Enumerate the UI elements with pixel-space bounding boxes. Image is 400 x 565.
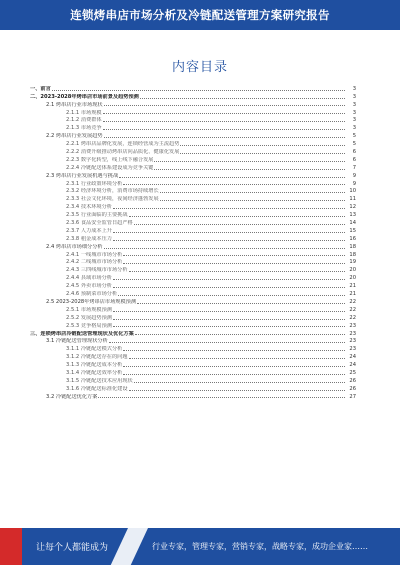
toc-entry-page: 11 bbox=[349, 196, 356, 203]
toc-entry-label: 2.5.2 发展趋势预测 bbox=[66, 314, 112, 321]
toc-leader-dots bbox=[180, 153, 345, 154]
toc-leader-dots bbox=[113, 311, 345, 312]
toc-entry-label: 2.2.3 数字化转型，线上线下融合发展 bbox=[66, 156, 154, 163]
page-header bbox=[0, 0, 400, 30]
toc-entry-page: 18 bbox=[349, 243, 356, 250]
footer-slogan-right: 行业专家，管理专家，营销专家，战略专家，成功企业家…… bbox=[152, 542, 368, 551]
toc-entry-page: 5 bbox=[352, 133, 356, 140]
toc-entry-page: 23 bbox=[349, 346, 356, 353]
toc-leader-dots bbox=[160, 192, 345, 193]
toc-entry[interactable] bbox=[30, 171, 356, 179]
toc-entry-label: 3.1.4 冷链配送效率分析 bbox=[66, 369, 123, 376]
toc-leader-dots bbox=[135, 334, 345, 335]
toc-leader-dots bbox=[113, 232, 345, 233]
toc-entry-label: 2.1 烤串店行业市场现状 bbox=[46, 101, 103, 108]
toc-entry-label: 2.2.2 消费升级推动烤串店向品质化、健康化发展 bbox=[66, 149, 180, 156]
toc-entry-label: 3.1.2 冷链配送存在的问题 bbox=[66, 354, 128, 361]
toc-leader-dots bbox=[113, 279, 345, 280]
toc-entry[interactable] bbox=[30, 84, 356, 92]
toc-entry[interactable] bbox=[30, 123, 356, 131]
toc-leader-dots bbox=[123, 184, 345, 185]
toc-leader-dots bbox=[123, 263, 345, 264]
toc-entry-page: 22 bbox=[349, 314, 356, 321]
toc-entry-label: 2.2.4 冷链配送体系建设成为竞争关键 bbox=[66, 164, 154, 171]
toc-entry-page: 3 bbox=[352, 93, 356, 100]
footer-slogan-left: 让每个人都能成为 bbox=[36, 543, 109, 553]
toc-entry-label: 2.2 烤串店行业发展趋势 bbox=[46, 133, 103, 140]
toc-leader-dots bbox=[104, 248, 345, 249]
toc-entry-label: 二、2023-2028年烤串店市场前景及趋势预测 bbox=[30, 93, 139, 100]
toc-entry-label: 2.3.7 人力成本上升 bbox=[66, 227, 112, 234]
toc-entry[interactable] bbox=[30, 163, 356, 171]
toc-entry[interactable] bbox=[30, 116, 356, 124]
toc-entry-page: 15 bbox=[349, 227, 356, 234]
toc-entry[interactable] bbox=[30, 155, 356, 163]
toc-entry-page: 26 bbox=[349, 385, 356, 392]
toc-entry-label: 2.4 烤串店市场细分分析 bbox=[46, 243, 103, 250]
toc-leader-dots bbox=[154, 161, 345, 162]
toc-entry-page: 13 bbox=[349, 212, 356, 219]
toc-leader-dots bbox=[52, 90, 345, 91]
toc-entry[interactable] bbox=[30, 194, 356, 202]
toc-entry-page: 18 bbox=[349, 251, 356, 258]
toc-entry[interactable] bbox=[30, 100, 356, 108]
toc-leader-dots bbox=[98, 397, 345, 398]
toc-entry[interactable] bbox=[30, 273, 356, 281]
toc-entry-label: 2.4.5 外卖市场分析 bbox=[66, 283, 112, 290]
toc-entry[interactable] bbox=[30, 242, 356, 250]
toc-entry-label: 2.2.1 烤串店品牌化发展，连锁经营成为主流趋势 bbox=[66, 141, 180, 148]
toc-entry-label: 3.1.5 冷链配送技术应用现状 bbox=[66, 377, 133, 384]
toc-leader-dots bbox=[113, 319, 345, 320]
toc-entry[interactable] bbox=[30, 321, 356, 329]
toc-entry-page: 24 bbox=[349, 354, 356, 361]
toc-entry-page: 23 bbox=[349, 338, 356, 345]
toc-entry-page: 6 bbox=[352, 149, 356, 156]
toc-heading: 内容目录 bbox=[171, 60, 228, 75]
toc-leader-dots bbox=[140, 98, 345, 99]
toc-entry-page: 7 bbox=[352, 164, 356, 171]
toc-leader-dots bbox=[123, 366, 345, 367]
toc-leader-dots bbox=[123, 255, 345, 256]
toc-entry-label: 2.3 烤串店行业发展机遇与挑战 bbox=[46, 172, 119, 179]
page-margin bbox=[0, 506, 400, 528]
toc-leader-dots bbox=[113, 326, 345, 327]
toc-leader-dots bbox=[104, 105, 345, 106]
toc-leader-dots bbox=[104, 137, 345, 138]
toc-entry-page: 23 bbox=[349, 330, 356, 337]
toc-entry-page: 22 bbox=[349, 306, 356, 313]
toc-entry[interactable] bbox=[30, 368, 356, 376]
toc-entry-page: 23 bbox=[349, 322, 356, 329]
toc-entry-label: 2.3.5 行业面临的主要挑战 bbox=[66, 212, 128, 219]
toc-entry-page: 3 bbox=[352, 85, 356, 92]
toc-entry-page: 22 bbox=[349, 298, 356, 305]
toc-leader-dots bbox=[119, 177, 345, 178]
toc-entry[interactable] bbox=[30, 352, 356, 360]
toc-entry-page: 3 bbox=[352, 109, 356, 116]
toc-entry-label: 3.1 冷链配送管理现状分析 bbox=[46, 338, 108, 345]
report-title: 连锁烤串店市场分析及冷链配送管理方案研究报告 bbox=[70, 8, 330, 22]
toc-entry[interactable] bbox=[30, 250, 356, 258]
toc-leader-dots bbox=[137, 303, 345, 304]
toc-entry[interactable] bbox=[30, 218, 356, 226]
toc-entry-label: 2.4.1 一线城市市场分析 bbox=[66, 251, 123, 258]
toc-entry-page: 5 bbox=[352, 141, 356, 148]
toc-entry[interactable] bbox=[30, 210, 356, 218]
footer-accent-bar bbox=[0, 528, 22, 565]
toc-entry-label: 2.4.2 二线城市市场分析 bbox=[66, 259, 123, 266]
toc-entry[interactable] bbox=[30, 360, 356, 368]
toc-entry-label: 2.4.4 县域市场分析 bbox=[66, 275, 112, 282]
toc-entry[interactable] bbox=[30, 265, 356, 273]
toc-entry[interactable] bbox=[30, 202, 356, 210]
toc-entry-page: 12 bbox=[349, 204, 356, 211]
toc-entry[interactable] bbox=[30, 329, 356, 337]
toc-entry-page: 3 bbox=[352, 117, 356, 124]
toc-entry-page: 25 bbox=[349, 369, 356, 376]
toc-entry-label: 2.1.3 市场竞争 bbox=[66, 125, 102, 132]
toc-entry-page: 21 bbox=[349, 283, 356, 290]
toc-entry[interactable] bbox=[30, 281, 356, 289]
toc-leader-dots bbox=[129, 216, 345, 217]
toc-entry-label: 2.1.1 市场规模 bbox=[66, 109, 102, 116]
toc-entry-label: 2.3.2 经济环境分析，消费市场持续增长 bbox=[66, 188, 159, 195]
toc-entry-page: 10 bbox=[349, 188, 356, 195]
toc-entry-label: 2.3.8 租金成本压力 bbox=[66, 235, 112, 242]
toc-entry-page: 9 bbox=[352, 172, 356, 179]
toc-entry-label: 2.4.3 三四线城市市场分析 bbox=[66, 267, 128, 274]
toc-entry-label: 2.4.6 预制菜市场分析 bbox=[66, 291, 118, 298]
toc-entry-page: 3 bbox=[352, 101, 356, 108]
toc-entry[interactable] bbox=[30, 92, 356, 100]
toc-entry[interactable] bbox=[30, 344, 356, 352]
toc-entry[interactable] bbox=[30, 187, 356, 195]
toc-entry-page: 16 bbox=[349, 235, 356, 242]
toc-entry[interactable] bbox=[30, 313, 356, 321]
toc-entry[interactable] bbox=[30, 305, 356, 313]
toc-leader-dots bbox=[129, 271, 345, 272]
toc-entry-page: 26 bbox=[349, 377, 356, 384]
toc-leader-dots bbox=[103, 129, 345, 130]
toc-entry-label: 2.3.3 社会文化环境，夜间经济蓬勃发展 bbox=[66, 196, 159, 203]
toc-leader-dots bbox=[129, 390, 345, 391]
toc-entry-label: 2.5.1 市场规模预测 bbox=[66, 306, 112, 313]
toc-entry[interactable] bbox=[30, 297, 356, 305]
toc-entry[interactable] bbox=[30, 289, 356, 297]
toc-entry-page: 20 bbox=[349, 275, 356, 282]
toc-leader-dots bbox=[129, 358, 345, 359]
toc-entry-label: 2.3.1 行业政策环境分析 bbox=[66, 180, 123, 187]
toc-entry[interactable] bbox=[30, 179, 356, 187]
toc-entry-page: 9 bbox=[352, 180, 356, 187]
toc-entry[interactable] bbox=[30, 384, 356, 392]
toc-entry-page: 3 bbox=[352, 125, 356, 132]
toc-leader-dots bbox=[123, 350, 345, 351]
toc-leader-dots bbox=[160, 200, 345, 201]
toc-entry-label: 三、连锁烤串店冷链配送管理现状及优化方案 bbox=[30, 330, 134, 337]
toc-entry-page: 6 bbox=[352, 156, 356, 163]
toc-entry-label: 2.3.6 食品安全监管日趋严格 bbox=[66, 220, 133, 227]
toc-entry-label: 3.2 冷链配送优化方案 bbox=[46, 393, 98, 400]
toc-leader-dots bbox=[154, 169, 345, 170]
toc-leader-dots bbox=[118, 295, 345, 296]
toc-entry-page: 19 bbox=[349, 259, 356, 266]
toc-entry[interactable] bbox=[30, 226, 356, 234]
toc-entry-page: 14 bbox=[349, 220, 356, 227]
toc-leader-dots bbox=[109, 342, 345, 343]
toc-leader-dots bbox=[134, 382, 345, 383]
toc-entry[interactable] bbox=[30, 108, 356, 116]
toc-entry-page: 27 bbox=[349, 393, 356, 400]
table-of-contents bbox=[30, 84, 356, 400]
toc-entry-label: 3.1.3 冷链配送成本分析 bbox=[66, 362, 123, 369]
toc-leader-dots bbox=[123, 374, 345, 375]
toc-leader-dots bbox=[113, 208, 345, 209]
toc-entry[interactable] bbox=[30, 234, 356, 242]
toc-leader-dots bbox=[113, 240, 345, 241]
toc-entry-page: 20 bbox=[349, 267, 356, 274]
toc-leader-dots bbox=[103, 121, 345, 122]
toc-entry[interactable] bbox=[30, 376, 356, 384]
toc-entry-page: 21 bbox=[349, 291, 356, 298]
page-footer bbox=[0, 528, 400, 565]
toc-entry-label: 3.1.6 冷链配送标准化建设 bbox=[66, 385, 128, 392]
toc-leader-dots bbox=[103, 113, 345, 114]
toc-entry-label: 2.5 2023-2028年烤串店市场规模预测 bbox=[46, 298, 137, 305]
toc-entry[interactable] bbox=[30, 258, 356, 266]
toc-entry-label: 一、前言 bbox=[30, 85, 51, 92]
toc-entry-page: 24 bbox=[349, 362, 356, 369]
toc-leader-dots bbox=[113, 287, 345, 288]
footer-divider bbox=[111, 528, 148, 565]
toc-entry[interactable] bbox=[30, 147, 356, 155]
toc-entry-label: 2.5.3 竞争格局预测 bbox=[66, 322, 112, 329]
toc-entry[interactable] bbox=[30, 392, 356, 400]
toc-entry[interactable] bbox=[30, 139, 356, 147]
toc-leader-dots bbox=[134, 224, 345, 225]
toc-entry-label: 3.1.1 冷链配送模式分析 bbox=[66, 346, 123, 353]
toc-leader-dots bbox=[180, 145, 345, 146]
toc-entry-label: 2.3.4 技术环境分析 bbox=[66, 204, 112, 211]
toc-entry-label: 2.1.2 消费群体 bbox=[66, 117, 102, 124]
toc-entry[interactable] bbox=[30, 131, 356, 139]
toc-entry[interactable] bbox=[30, 337, 356, 345]
